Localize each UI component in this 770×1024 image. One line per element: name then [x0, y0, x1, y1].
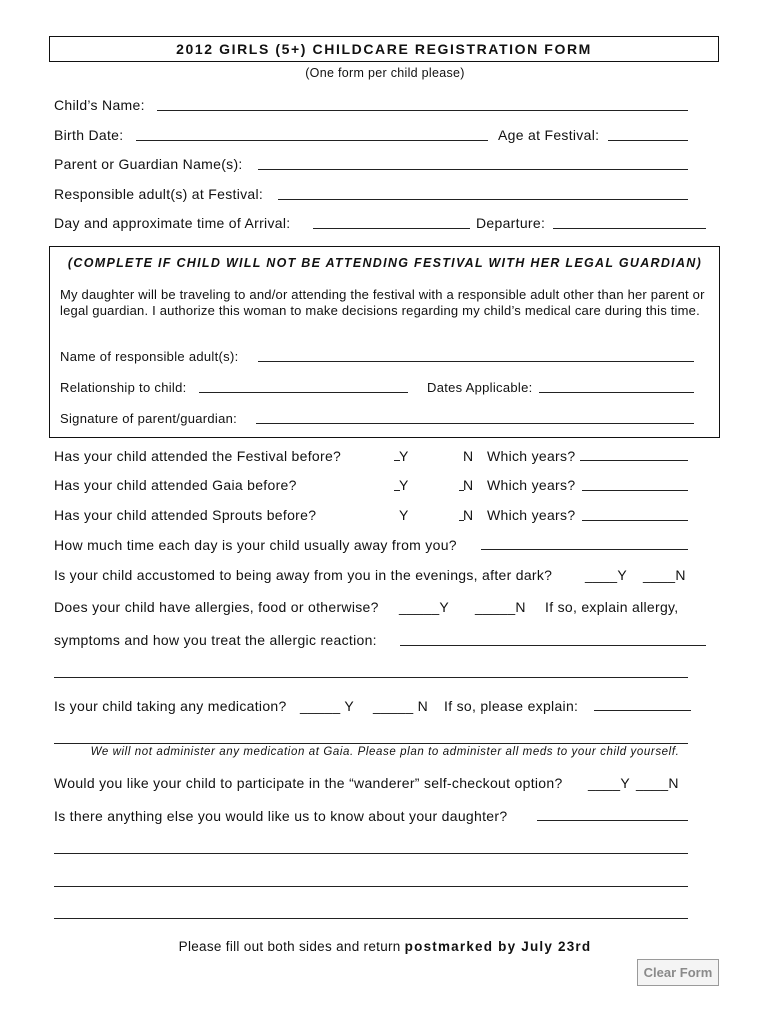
- medication-explain-field[interactable]: [594, 710, 691, 711]
- evenings-question: Is your child accustomed to being away from you in the evenings, after dark?: [54, 567, 553, 583]
- sprouts-years-field[interactable]: [582, 520, 688, 521]
- gaia-years-field[interactable]: [582, 490, 688, 491]
- arrival-label: Day and approximate time of Arrival:: [54, 215, 291, 231]
- allergies-question: Does your child have allergies, food or otherwise?: [54, 599, 379, 615]
- wanderer-yes-option[interactable]: ____Y: [588, 775, 630, 791]
- guardian-section-box: [49, 246, 720, 438]
- departure-label: Departure:: [476, 215, 546, 231]
- relationship-label: Relationship to child:: [60, 380, 187, 395]
- relationship-field[interactable]: [199, 392, 408, 393]
- medication-explain-label: If so, please explain:: [444, 698, 579, 714]
- gaia-yes-label: Y: [399, 477, 409, 493]
- festival-yes-label: Y: [399, 448, 409, 464]
- guardian-authorization-text: My daughter will be traveling to and/or attending the festival with a responsible adult other than her parent or legal guardian. I authorize this woman to make decisions regarding my child’s medical care during this time.: [60, 287, 705, 318]
- anything-else-line-3[interactable]: [54, 918, 688, 919]
- responsible-adults-label: Responsible adult(s) at Festival:: [54, 186, 264, 202]
- signature-label: Signature of parent/guardian:: [60, 411, 238, 426]
- form-title: 2012 GIRLS (5+) CHILDCARE REGISTRATION FORM: [49, 36, 719, 62]
- responsible-adult-name-label: Name of responsible adult(s):: [60, 349, 239, 364]
- medication-yes-option[interactable]: _____ Y: [300, 698, 355, 714]
- allergies-yes-option[interactable]: _____Y: [399, 599, 450, 615]
- birth-date-label: Birth Date:: [54, 127, 124, 143]
- wanderer-no-option[interactable]: ____N: [636, 775, 679, 791]
- arrival-field[interactable]: [313, 228, 470, 229]
- allergies-no-option[interactable]: _____N: [475, 599, 526, 615]
- medication-note: We will not administer any medication at Gaia. Please plan to administer all meds to your child yourself.: [90, 746, 680, 758]
- sprouts-before-question: Has your child attended Sprouts before?: [54, 507, 317, 523]
- dates-applicable-field[interactable]: [539, 392, 694, 393]
- child-name-field[interactable]: [157, 110, 688, 111]
- footer-text: Please fill out both sides and return: [178, 939, 405, 954]
- anything-else-line-2[interactable]: [54, 886, 688, 887]
- departure-field[interactable]: [553, 228, 706, 229]
- medication-extra-line[interactable]: [54, 743, 688, 744]
- gaia-no-label: N: [463, 477, 474, 493]
- footer-instructions: [0, 939, 770, 954]
- child-name-label: Child’s Name:: [54, 97, 145, 113]
- anything-else-question: Is there anything else you would like us to know about your daughter?: [54, 808, 508, 824]
- anything-else-line-1[interactable]: [54, 853, 688, 854]
- dates-applicable-label: Dates Applicable:: [427, 380, 533, 395]
- parent-names-label: Parent or Guardian Name(s):: [54, 156, 243, 172]
- age-at-festival-label: Age at Festival:: [498, 127, 600, 143]
- festival-no-label: N: [463, 448, 474, 464]
- sprouts-which-years-label: Which years?: [487, 507, 576, 523]
- anything-else-field[interactable]: [537, 820, 688, 821]
- gaia-which-years-label: Which years?: [487, 477, 576, 493]
- sprouts-yes-label: Y: [399, 507, 409, 523]
- symptoms-field[interactable]: [400, 645, 706, 646]
- wanderer-question: Would you like your child to participate in the “wanderer” self-checkout option?: [54, 775, 563, 791]
- allergies-explain-label: If so, explain allergy,: [545, 599, 679, 615]
- parent-names-field[interactable]: [258, 169, 688, 170]
- evenings-yes-option[interactable]: ____Y: [585, 567, 627, 583]
- festival-before-question: Has your child attended the Festival before?: [54, 448, 342, 464]
- medication-no-option[interactable]: _____ N: [373, 698, 429, 714]
- clear-form-button[interactable]: Clear Form: [637, 959, 719, 986]
- festival-which-years-label: Which years?: [487, 448, 576, 464]
- evenings-no-option[interactable]: ____N: [643, 567, 686, 583]
- gaia-before-question: Has your child attended Gaia before?: [54, 477, 297, 493]
- signature-field[interactable]: [256, 423, 694, 424]
- sprouts-no-label: N: [463, 507, 474, 523]
- footer-deadline: postmarked by July 23rd: [404, 939, 592, 954]
- responsible-adult-name-field[interactable]: [258, 361, 694, 362]
- symptoms-extra-line[interactable]: [54, 677, 688, 678]
- age-at-festival-field[interactable]: [608, 140, 688, 141]
- time-away-field[interactable]: [481, 549, 688, 550]
- form-subtitle: (One form per child please): [305, 66, 465, 80]
- responsible-adults-field[interactable]: [278, 199, 688, 200]
- medication-question: Is your child taking any medication?: [54, 698, 287, 714]
- guardian-section-heading: (COMPLETE IF CHILD WILL NOT BE ATTENDING FESTIVAL WITH HER LEGAL GUARDIAN): [67, 256, 703, 270]
- birth-date-field[interactable]: [136, 140, 488, 141]
- festival-years-field[interactable]: [580, 460, 688, 461]
- symptoms-label: symptoms and how you treat the allergic reaction:: [54, 632, 377, 648]
- time-away-question: How much time each day is your child usually away from you?: [54, 537, 457, 553]
